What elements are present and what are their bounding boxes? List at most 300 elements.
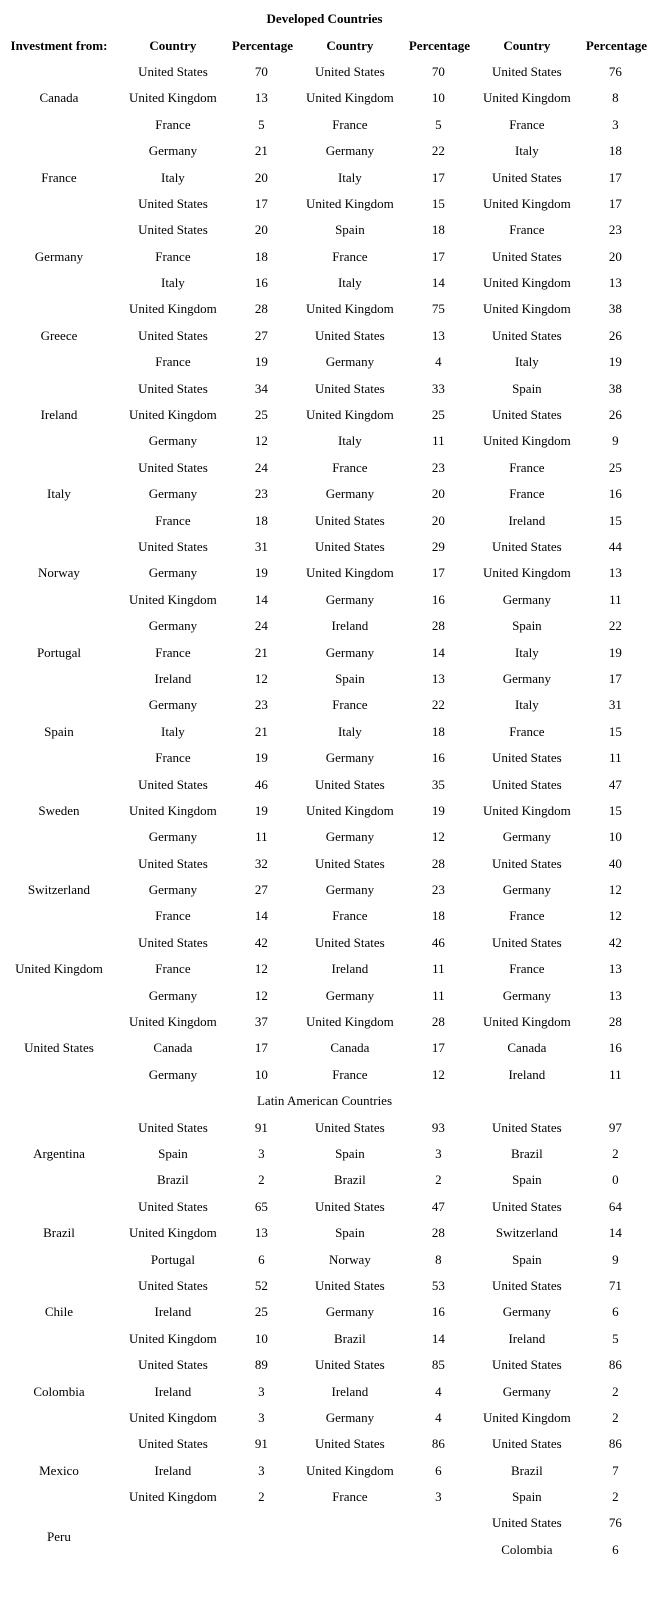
percentage-value: 35 [431,776,445,792]
destination-country: Canada [507,1040,547,1056]
destination-country: France [155,908,191,924]
percentage-value: 65 [254,1198,268,1214]
section-row [3,1089,646,1113]
destination-country: France [155,116,191,132]
destination-country: Spain [512,1172,542,1188]
percentage-value: 17 [254,1040,268,1056]
destination-country: United Kingdom [483,565,571,581]
destination-country: United Kingdom [306,301,394,317]
percentage-value: 71 [608,1277,622,1293]
header-country: Country [149,37,197,53]
destination-country: United States [315,934,385,950]
destination-country: France [332,697,368,713]
origin-country: France [41,169,77,185]
percentage-value: 18 [431,723,445,739]
destination-country: United Kingdom [129,1409,217,1425]
destination-country: France [332,248,368,264]
destination-country: United States [138,934,208,950]
origin-country: Mexico [39,1462,79,1478]
header-percentage: Percentage [408,37,470,53]
destination-country: Ireland [154,1383,192,1399]
percentage-value: 91 [254,1119,268,1135]
percentage-value: 4 [435,1383,442,1399]
table-body [3,7,646,1562]
destination-country: United States [138,776,208,792]
percentage-value: 31 [608,697,622,713]
percentage-value: 12 [254,961,268,977]
percentage-value: 15 [431,195,445,211]
destination-country: United States [492,1515,562,1531]
destination-country: United States [138,327,208,343]
destination-country: Germany [148,433,198,449]
percentage-value: 26 [608,407,622,423]
destination-country: Switzerland [495,1225,558,1241]
destination-country: Germany [325,1409,375,1425]
percentage-value: 2 [612,1489,619,1505]
destination-country: France [332,908,368,924]
percentage-value: 4 [435,354,442,370]
origin-country: Argentina [33,1145,85,1161]
origin-country: Chile [44,1304,74,1320]
percentage-value: 20 [254,222,268,238]
destination-country: United Kingdom [306,802,394,818]
destination-country: Spain [335,1225,365,1241]
percentage-value: 2 [612,1383,619,1399]
percentage-value: 25 [431,407,445,423]
destination-country: Ireland [154,1462,192,1478]
destination-country: Norway [328,1251,371,1267]
percentage-value: 14 [254,591,268,607]
destination-country: United Kingdom [483,195,571,211]
percentage-value: 9 [612,1251,619,1267]
percentage-value: 64 [608,1198,622,1214]
origin-country: Peru [47,1528,71,1544]
percentage-value: 18 [431,222,445,238]
percentage-value: 12 [608,882,622,898]
destination-country: France [155,644,191,660]
origin-country: Brazil [43,1225,75,1241]
percentage-value: 23 [431,882,445,898]
percentage-value: 3 [612,116,619,132]
percentage-value: 47 [431,1198,445,1214]
percentage-value: 11 [432,433,445,449]
percentage-value: 3 [435,1489,442,1505]
percentage-value: 86 [431,1436,445,1452]
destination-country: United States [315,63,385,79]
percentage-value: 17 [431,565,445,581]
percentage-value: 13 [431,670,445,686]
percentage-value: 13 [254,1225,268,1241]
destination-country: Germany [502,591,552,607]
destination-country: Italy [160,723,185,739]
percentage-value: 25 [254,1304,268,1320]
destination-country: United States [492,169,562,185]
destination-country: United States [138,1436,208,1452]
table-row [3,60,646,84]
destination-country: United States [315,855,385,871]
destination-country: France [332,1489,368,1505]
origin-country: Italy [47,486,71,502]
percentage-value: 19 [608,354,622,370]
header-percentage: Percentage [585,37,647,53]
destination-country: United States [492,934,562,950]
destination-country: Germany [325,750,375,766]
destination-country: United States [315,1436,385,1452]
destination-country: United Kingdom [306,1014,394,1030]
destination-country: Brazil [334,1172,366,1188]
percentage-value: 4 [435,1409,442,1425]
percentage-value: 85 [431,1357,445,1373]
destination-country: United Kingdom [129,301,217,317]
destination-country: United States [315,776,385,792]
destination-country: United States [492,248,562,264]
percentage-value: 2 [612,1409,619,1425]
destination-country: United States [492,327,562,343]
destination-country: Germany [148,618,198,634]
percentage-value: 70 [431,63,445,79]
percentage-value: 44 [608,539,622,554]
destination-country: United States [315,539,385,554]
percentage-value: 23 [431,459,445,475]
percentage-value: 17 [254,195,268,211]
percentage-value: 21 [254,723,268,739]
destination-country: Spain [512,1489,542,1505]
destination-country: United Kingdom [306,565,394,581]
header-row [3,33,646,57]
destination-country: France [509,486,545,502]
destination-country: Germany [325,486,375,502]
destination-country: United States [138,1357,208,1373]
percentage-value: 25 [254,407,268,423]
destination-country: United States [315,512,385,528]
destination-country: Germany [325,1304,375,1320]
destination-country: United Kingdom [483,301,571,317]
origin-country: Greece [40,327,78,343]
percentage-value: 11 [432,987,445,1003]
table-row [3,297,646,321]
percentage-value [231,1538,292,1562]
percentage-value: 18 [608,143,622,159]
percentage-value [408,1538,469,1562]
table-row [3,852,646,876]
percentage-value: 16 [431,750,445,766]
destination-country: Ireland [508,1066,546,1082]
destination-country: Italy [337,723,362,739]
destination-country: United States [138,459,208,475]
table-row [3,1115,646,1139]
origin-country: Sweden [38,802,80,818]
destination-country: United Kingdom [129,591,217,607]
percentage-value: 15 [608,512,622,528]
destination-country: France [155,248,191,264]
table-row [3,1511,646,1535]
percentage-value: 25 [608,459,622,475]
origin-country: Norway [38,565,80,581]
destination-country: United Kingdom [483,802,571,818]
percentage-value [231,1511,292,1535]
percentage-value: 53 [431,1277,445,1293]
destination-country: Germany [325,644,375,660]
destination-country: France [155,961,191,977]
destination-country: France [509,723,545,739]
section-title: Latin American Countries [256,1093,393,1109]
destination-country: Spain [158,1145,188,1161]
destination-country: United Kingdom [129,1014,217,1030]
percentage-value: 8 [435,1251,442,1267]
percentage-value: 14 [608,1225,622,1241]
destination-country [294,1538,406,1562]
destination-country: United States [492,776,562,792]
percentage-value: 11 [432,961,445,977]
destination-country: United States [492,63,562,79]
percentage-value: 91 [254,1436,268,1452]
destination-country: United States [492,855,562,871]
percentage-value: 33 [431,380,445,396]
investment-table [1,5,648,1564]
percentage-value: 6 [258,1251,265,1267]
percentage-value: 2 [435,1172,442,1188]
destination-country: Ireland [508,512,546,528]
percentage-value: 70 [254,63,268,79]
percentage-value: 8 [612,90,619,106]
percentage-value: 17 [608,670,622,686]
percentage-value: 16 [254,275,268,291]
percentage-value: 89 [254,1357,268,1373]
percentage-value: 18 [254,248,268,264]
percentage-value: 28 [608,1014,622,1030]
destination-country: Italy [337,275,362,291]
destination-country: United States [138,63,208,79]
percentage-value: 29 [431,539,445,554]
origin-country: Spain [44,723,74,739]
destination-country: France [509,908,545,924]
percentage-value: 46 [254,776,268,792]
destination-country: United Kingdom [129,90,217,106]
percentage-value: 40 [608,855,622,871]
percentage-value: 76 [608,63,622,79]
percentage-value: 11 [609,591,622,607]
percentage-value: 75 [431,301,445,317]
destination-country: United States [138,1277,208,1293]
destination-country: United Kingdom [129,1489,217,1505]
destination-country: Italy [514,143,539,159]
destination-country: United Kingdom [306,90,394,106]
destination-country: Spain [512,380,542,396]
destination-country: Italy [514,354,539,370]
destination-country: United States [315,327,385,343]
destination-country: France [509,116,545,132]
destination-country: Germany [502,670,552,686]
destination-country: Germany [325,987,375,1003]
percentage-value: 15 [608,723,622,739]
table-row [3,456,646,480]
percentage-value: 28 [254,301,268,317]
percentage-value: 21 [254,143,268,159]
destination-country: Brazil [510,1462,543,1478]
percentage-value: 16 [431,591,445,607]
table-row [3,693,646,717]
percentage-value: 28 [431,618,445,634]
percentage-value: 27 [254,327,268,343]
percentage-value: 5 [435,116,442,132]
destination-country: United Kingdom [306,1462,394,1478]
percentage-value: 11 [609,750,622,766]
percentage-value: 20 [431,512,445,528]
destination-country: Germany [502,1304,552,1320]
destination-country: United States [492,1198,562,1214]
destination-country: United Kingdom [129,1225,217,1241]
percentage-value: 42 [254,934,268,950]
percentage-value: 52 [254,1277,268,1293]
percentage-value: 19 [608,644,622,660]
destination-country: United States [138,380,208,396]
percentage-value: 27 [254,882,268,898]
destination-country: Spain [512,1251,542,1267]
percentage-value: 19 [431,802,445,818]
percentage-value: 93 [431,1119,445,1135]
percentage-value: 11 [255,829,268,845]
percentage-value: 20 [431,486,445,502]
destination-country: Portugal [150,1251,195,1267]
table-row [3,376,646,400]
destination-country: United Kingdom [306,195,394,211]
destination-country: Spain [335,1145,365,1161]
percentage-value: 19 [254,565,268,581]
percentage-value: 6 [612,1541,619,1557]
destination-country: United States [315,1277,385,1293]
percentage-value: 86 [608,1436,622,1452]
origin-country: United States [24,1040,94,1056]
destination-country: Germany [148,697,198,713]
destination-country: United Kingdom [129,407,217,423]
destination-country: Germany [325,882,375,898]
table-row [3,535,646,559]
destination-country: Germany [148,1066,198,1082]
origin-country: Ireland [40,407,78,423]
percentage-value: 2 [258,1172,265,1188]
percentage-value: 23 [254,697,268,713]
destination-country: United Kingdom [483,1014,571,1030]
destination-country: Germany [325,143,375,159]
percentage-value: 22 [431,697,445,713]
destination-country: United States [138,1198,208,1214]
destination-country [294,1511,406,1535]
table-row [3,931,646,955]
percentage-value: 86 [608,1357,622,1373]
destination-country: Germany [502,1383,552,1399]
destination-country: United States [492,1357,562,1373]
destination-country: United States [138,222,208,238]
percentage-value: 3 [435,1145,442,1161]
percentage-value: 10 [254,1330,268,1346]
table-row [3,772,646,796]
percentage-value: 6 [435,1462,442,1478]
percentage-value: 23 [254,486,268,502]
percentage-value: 16 [431,1304,445,1320]
table-row [3,1353,646,1377]
destination-country: United States [138,855,208,871]
destination-country: Ireland [331,618,369,634]
table-row [3,1274,646,1298]
destination-country: Ireland [508,1330,546,1346]
destination-country: Germany [148,829,198,845]
destination-country: France [155,354,191,370]
percentage-value: 13 [608,961,622,977]
destination-country: France [332,1066,368,1082]
percentage-value: 14 [431,275,445,291]
percentage-value: 17 [608,195,622,211]
destination-country: Ireland [331,961,369,977]
percentage-value: 2 [612,1145,619,1161]
percentage-value: 17 [431,1040,445,1056]
destination-country: Italy [160,275,185,291]
destination-country [117,1538,229,1562]
percentage-value: 34 [254,380,268,396]
percentage-value: 14 [431,644,445,660]
destination-country: Germany [325,354,375,370]
destination-country: Brazil [510,1145,543,1161]
percentage-value: 18 [254,512,268,528]
destination-country: Germany [148,143,198,159]
percentage-value: 14 [431,1330,445,1346]
destination-country: Spain [335,670,365,686]
destination-country: United States [138,1119,208,1135]
table-row [3,218,646,242]
table-title: Developed Countries [266,11,383,27]
percentage-value: 13 [608,275,622,291]
destination-country: Italy [514,644,539,660]
percentage-value: 17 [608,169,622,185]
destination-country: Germany [502,987,552,1003]
percentage-value: 38 [608,301,622,317]
destination-country: France [155,512,191,528]
percentage-value: 12 [431,1066,445,1082]
destination-country: United Kingdom [306,407,394,423]
destination-country: Germany [325,829,375,845]
percentage-value: 31 [254,539,268,554]
percentage-value: 28 [431,1014,445,1030]
percentage-value: 46 [431,934,445,950]
header-investment-from: Investment from: [10,37,108,53]
percentage-value: 28 [431,1225,445,1241]
percentage-value: 16 [608,1040,622,1056]
percentage-value: 13 [608,987,622,1003]
percentage-value: 19 [254,750,268,766]
percentage-value: 47 [608,776,622,792]
percentage-value: 6 [612,1304,619,1320]
destination-country: Germany [148,882,198,898]
percentage-value: 17 [431,248,445,264]
percentage-value: 10 [608,829,622,845]
percentage-value: 3 [258,1383,265,1399]
percentage-value: 19 [254,802,268,818]
percentage-value: 20 [254,169,268,185]
percentage-value: 28 [431,855,445,871]
percentage-value: 9 [612,433,619,449]
destination-country: United States [138,539,208,554]
destination-country: France [332,459,368,475]
destination-country: United States [492,539,562,554]
destination-country: Germany [325,591,375,607]
destination-country: United States [492,750,562,766]
percentage-value: 24 [254,618,268,634]
percentage-value: 10 [431,90,445,106]
percentage-value: 13 [608,565,622,581]
destination-country: United States [492,1436,562,1452]
header-percentage: Percentage [231,37,293,53]
table-row [3,614,646,638]
percentage-value: 38 [608,380,622,396]
